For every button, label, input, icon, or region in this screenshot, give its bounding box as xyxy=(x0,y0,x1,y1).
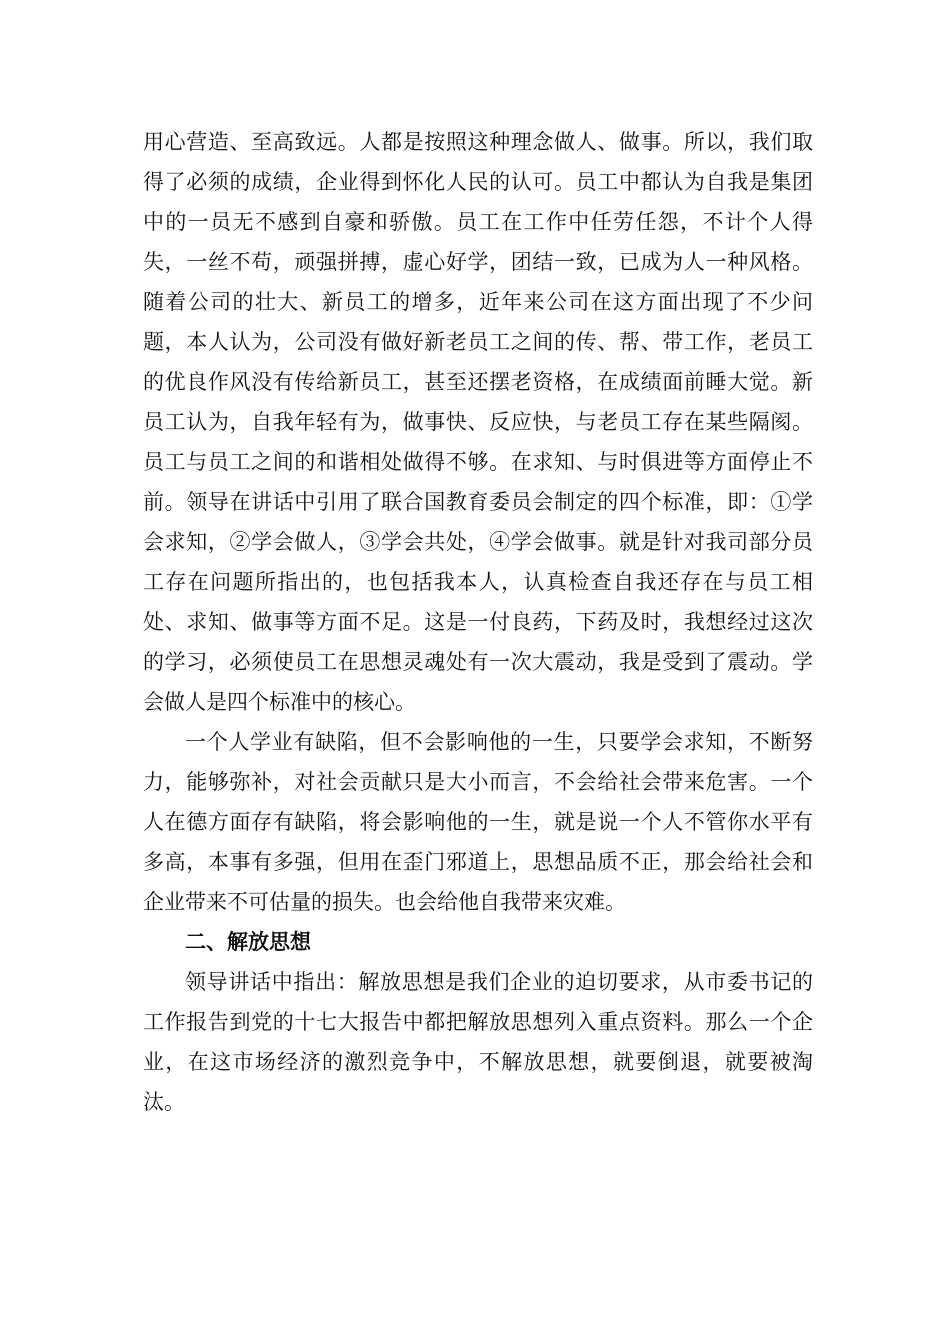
paragraph-learning-and-morality: 一个人学业有缺陷，但不会影响他的一生，只要学会求知，不断努力，能够弥补，对社会贡献只是大小而言，不会给社会带来危害。一个人在德方面存有缺陷，将会影响他的一生，就是说一个人不管你水平有多高，本事有多强，但用在歪门邪道上，思想品质不正，那会给社会和企业带来不可估量的损失。也会给他自我带来灾难。 xyxy=(143,730,813,914)
document-body xyxy=(143,122,813,1122)
paragraph-emancipate-mind: 领导讲话中指出：解放思想是我们企业的迫切要求，从市委书记的工作报告到党的十七大报告中都把解放思想列入重点资料。那么一个企业，在这市场经济的激烈竞争中，不解放思想，就要倒退，就要被淘汰。 xyxy=(143,970,813,1114)
paragraph-continuation: 用心营造、至高致远。人都是按照这种理念做人、做事。所以，我们取得了必须的成绩，企业得到怀化人民的认可。员工中都认为自我是集团中的一员无不感到自豪和骄傲。员工在工作中任劳任怨，不计个人得失，一丝不苟，顽强拼搏，虚心好学，团结一致，已成为人一种风格。随着公司的壮大、新员工的增多，近年来公司在这方面出现了不少问题，本人认为，公司没有做好新老员工之间的传、帮、带工作，老员工的优良作风没有传给新员工，甚至还摆老资格，在成绩面前睡大觉。新员工认为，自我年轻有为，做事快、反应快，与老员工存在某些隔阂。员工与员工之间的和谐相处做得不够。在求知、与时俱进等方面停止不前。领导在讲话中引用了联合国教育委员会制定的四个标准，即：①学会求知，②学会做人，③学会共处，④学会做事。就是针对我司部分员工存在问题所指出的，也包括我本人，认真检查自我还存在与员工相处、求知、做事等方面不足。这是一付良药，下药及时，我想经过这次的学习，必须使员工在思想灵魂处有一次大震动，我是受到了震动。学会做人是四个标准中的核心。 xyxy=(143,130,813,714)
section-heading-emancipate-mind: 二、解放思想 xyxy=(185,929,311,954)
